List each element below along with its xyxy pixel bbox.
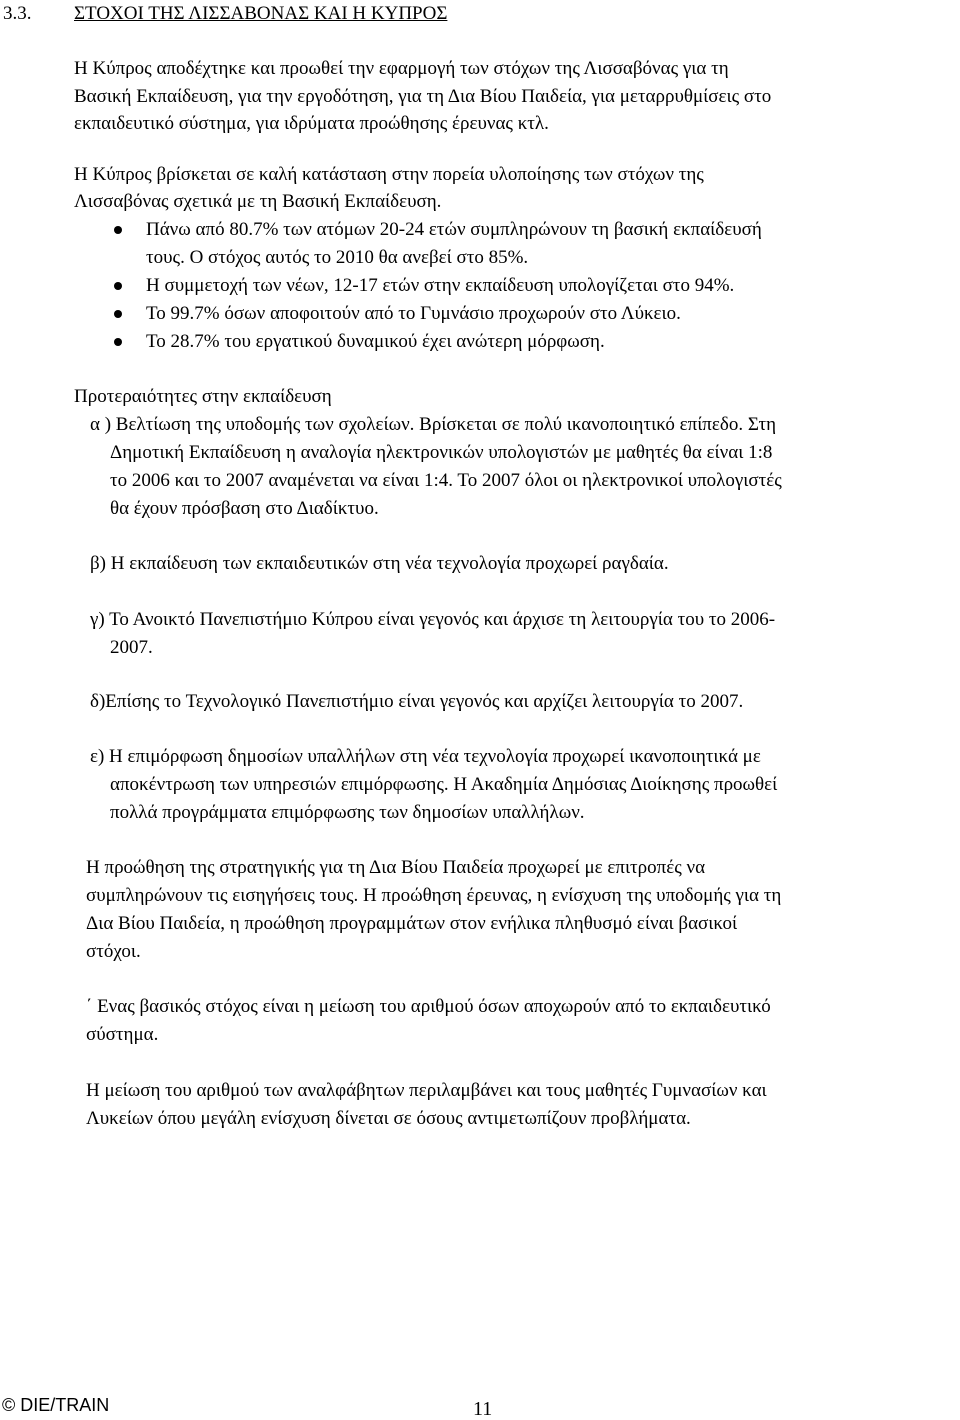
list-item-continuation: τους. Ο στόχος αυτός το 2010 θα ανεβεί στο 85%. [146, 247, 529, 268]
list-item: Η συμμετοχή των νέων, 12-17 ετών στην εκπαίδευση υπολογίζεται στο 94%. [146, 275, 735, 296]
strategy-line: στόχοι. [86, 941, 141, 962]
priority-c-line: γ) Το Ανοικτό Πανεπιστήμιο Κύπρου είναι γεγονός και άρχισε τη λειτουργία του το 2006- [90, 609, 776, 630]
priority-c-line: 2007. [110, 637, 153, 658]
priority-a-line: θα έχουν πρόσβαση στο Διαδίκτυο. [110, 498, 379, 519]
intro-line: Βασική Εκπαίδευση, για την εργοδότηση, για τη Δια Βίου Παιδεία, για μεταρρυθμίσεις στο [74, 86, 772, 107]
page-number: 11 [473, 1398, 493, 1420]
priority-a-line: Δημοτική Εκπαίδευση η αναλογία ηλεκτρονικών υπολογιστών με μαθητές θα είναι 1:8 [110, 442, 773, 463]
priority-e-line: πολλά προγράμματα επιμόρφωσης των δημοσίων υπαλλήλων. [110, 802, 585, 823]
status-line: Η Κύπρος βρίσκεται σε καλή κατάσταση στην πορεία υλοποίησης των στόχων της [74, 164, 704, 185]
illiteracy-line: Λυκείων όπου μεγάλη ενίσχυση δίνεται σε όσους αντιμετωπίζουν προβλήματα. [86, 1108, 691, 1129]
list-item: Πάνω από 80.7% των ατόμων 20-24 ετών συμπληρώνουν τη βασική εκπαίδευσή [146, 219, 762, 240]
priority-e-line: αποκέντρωση των υπηρεσιών επιμόρφωσης. Η Ακαδημία Δημόσιας Διοίκησης προωθεί [110, 774, 778, 795]
footer-copyright: © DIE/TRAIN [2, 1395, 110, 1415]
section-title: ΣΤΟΧΟΙ ΤΗΣ ΛΙΣΣΑΒΟΝΑΣ ΚΑΙ Η ΚΥΠΡΟΣ [74, 3, 448, 24]
priority-d: δ)Επίσης το Τεχνολογικό Πανεπιστήμιο είναι γεγονός και αρχίζει λειτουργία το 2007. [90, 691, 744, 712]
dropout-line: ΄ Ενας βασικός στόχος είναι η μείωση του αριθμού όσων αποχωρούν από το εκπαιδευτικό [86, 996, 771, 1017]
intro-line: εκπαιδευτικό σύστημα, για ιδρύματα προώθησης έρευνας κτλ. [74, 113, 549, 134]
priority-a-line: α ) Βελτίωση της υποδομής των σχολείων. Βρίσκεται σε πολύ ικανοποιητικό επίπεδο. Στη [90, 414, 777, 435]
section-number: 3.3. [3, 3, 32, 24]
list-item: Το 99.7% όσων αποφοιτούν από το Γυμνάσιο προχωρούν στο Λύκειο. [146, 303, 681, 324]
list-item: Το 28.7% του εργατικού δυναμικού έχει ανώτερη μόρφωση. [146, 331, 605, 352]
intro-line: Η Κύπρος αποδέχτηκε και προωθεί την εφαρμογή των στόχων της Λισσαβόνας για τη [74, 58, 729, 79]
dropout-line: σύστημα. [86, 1024, 159, 1045]
bullet-icon [114, 282, 122, 290]
strategy-line: συμπληρώνουν τις εισηγήσεις τους. Η προώθηση έρευνας, η ενίσχυση της υποδομής για τη [86, 885, 782, 906]
strategy-line: Δια Βίου Παιδεία, η προώθηση προγραμμάτων στον ενήλικα πληθυσμό είναι βασικοί [86, 913, 738, 934]
priority-b: β) Η εκπαίδευση των εκπαιδευτικών στη νέα τεχνολογία προχωρεί ραγδαία. [90, 553, 669, 574]
bullet-icon [114, 338, 122, 346]
priority-a-line: το 2006 και το 2007 αναμένεται να είναι 1:4. Το 2007 όλοι οι ηλεκτρονικοί υπολογιστές [110, 470, 782, 491]
status-line: Λισσαβόνας σχετικά με τη Βασική Εκπαίδευση. [74, 191, 442, 212]
priorities-heading: Προτεραιότητες στην εκπαίδευση [74, 386, 332, 407]
strategy-line: Η προώθηση της στρατηγικής για τη Δια Βίου Παιδεία προχωρεί με επιτροπές να [86, 857, 706, 878]
illiteracy-line: Η μείωση του αριθμού των αναλφάβητων περιλαμβάνει και τους μαθητές Γυμνασίων και [86, 1080, 767, 1101]
bullet-icon [114, 226, 122, 234]
bullet-icon [114, 310, 122, 318]
priority-e-line: ε) Η επιμόρφωση δημοσίων υπαλλήλων στη νέα τεχνολογία προχωρεί ικανοποιητικά με [90, 746, 761, 767]
